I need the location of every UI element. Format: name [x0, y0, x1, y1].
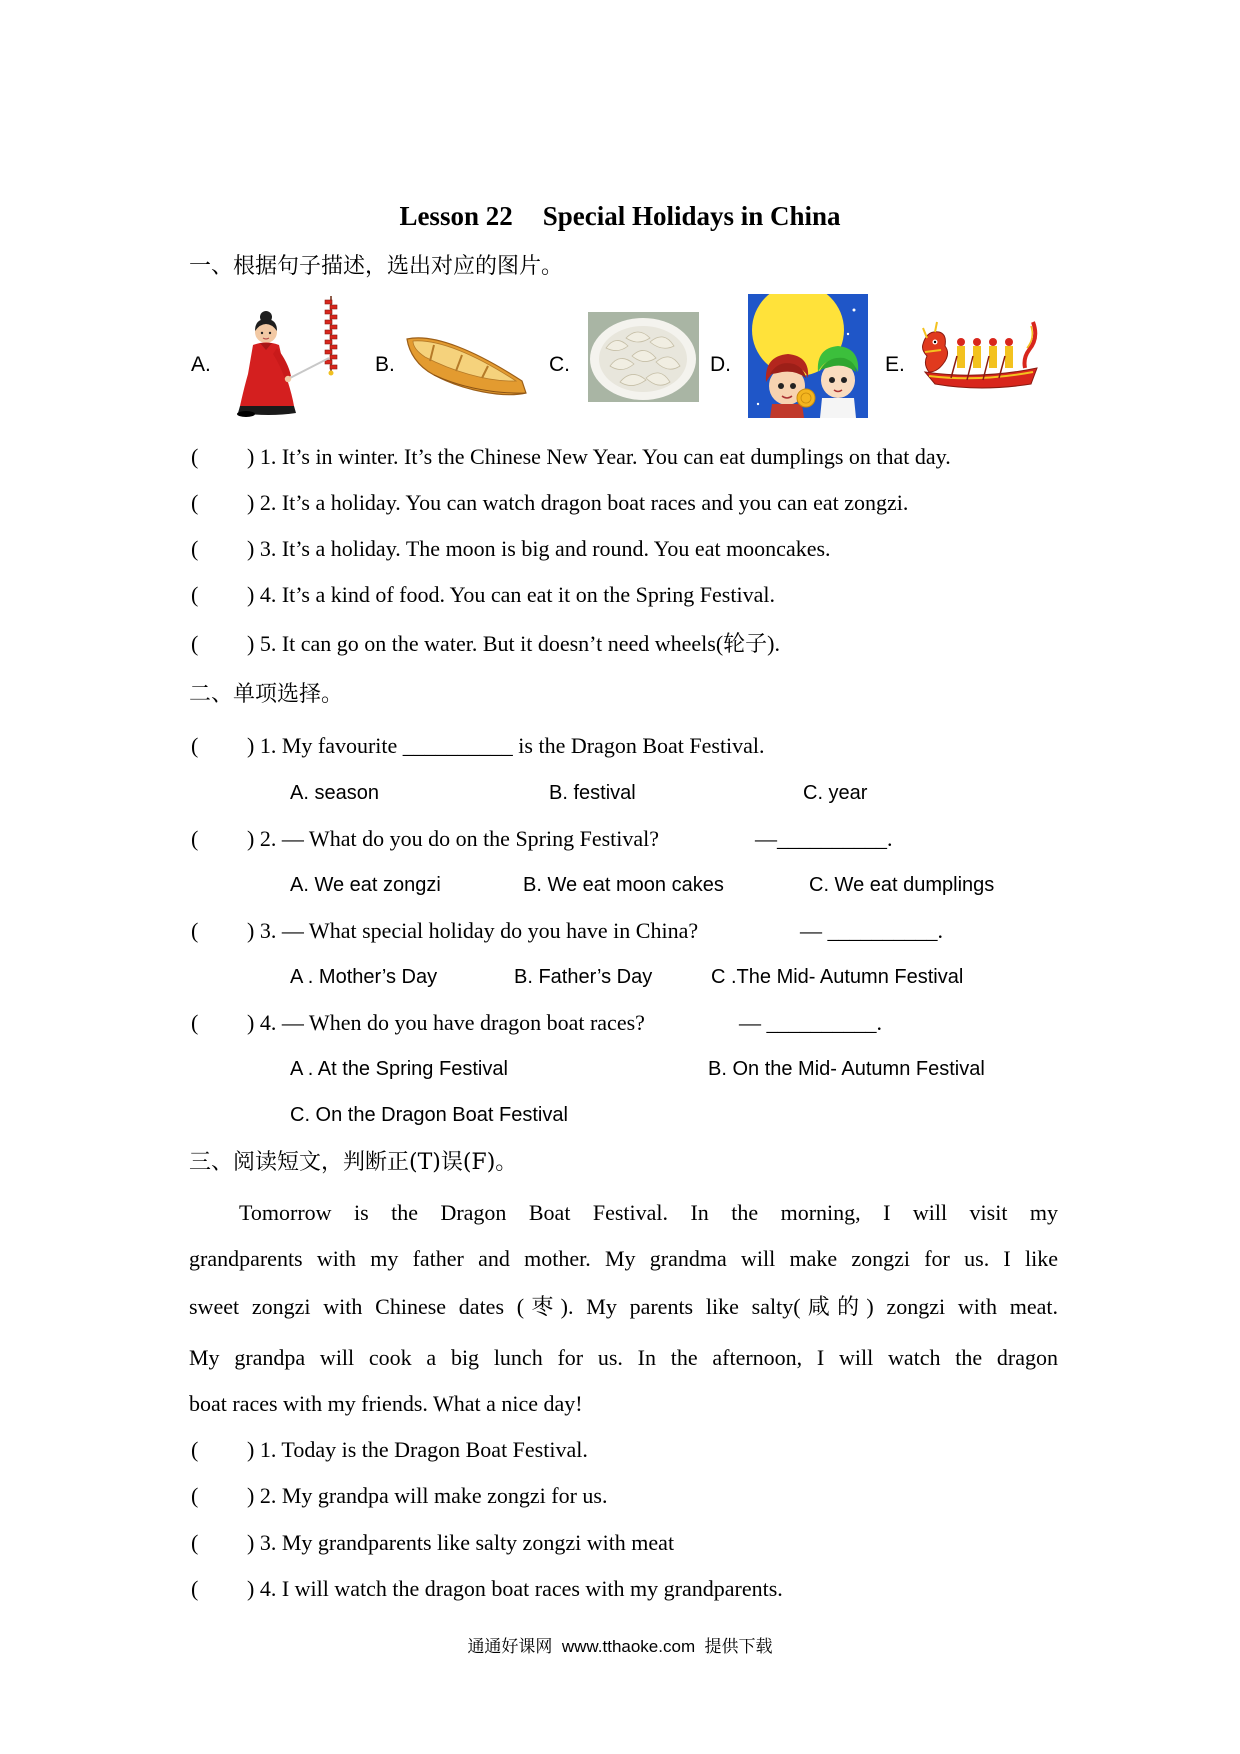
answer-bracket-close: ) [247, 826, 255, 851]
wooden-boat-image [404, 331, 528, 399]
answer-bracket-close: ) [247, 1483, 255, 1508]
choice-question-1 [191, 732, 765, 760]
lesson-title: Special Holidays in China [542, 201, 841, 231]
choice-option-b: B. On the Mid- Autumn Festival [708, 1058, 985, 1080]
choice-question-4 [191, 1009, 645, 1037]
picture-question-4 [191, 581, 775, 609]
picture-label-a: A. [191, 353, 211, 376]
answer-bracket-close: ) [247, 444, 255, 469]
choice-option-b: B. We eat moon cakes [523, 874, 724, 896]
choice-option-a: A . At the Spring Festival [290, 1058, 508, 1080]
true-false-question-3 [191, 1529, 674, 1557]
page-title [0, 199, 1240, 233]
answer-bracket-open: ( [191, 1010, 199, 1035]
choice-option-b: B. festival [549, 782, 636, 804]
answer-bracket-close: ) [247, 536, 255, 561]
section-1-heading: 一、根据句子描述，选出对应的图片。 [189, 254, 564, 279]
answer-bracket-close: ) [247, 490, 255, 515]
question-text: 1. Today is the Dragon Boat Festival. [259, 1437, 588, 1462]
answer-bracket-open: ( [191, 826, 199, 851]
question-text: 2. — What do you do on the Spring Festival? [259, 826, 660, 851]
picture-question-3 [191, 535, 831, 563]
answer-bracket-open: ( [191, 536, 199, 561]
answer-bracket-open: ( [191, 733, 199, 758]
question-text: 1. It’s in winter. It’s the Chinese New Year. You can eat dumplings on that day. [259, 444, 951, 469]
choice-option-c: C .The Mid- Autumn Festival [711, 966, 964, 988]
true-false-question-4 [191, 1575, 783, 1603]
dragon-boat-image [921, 320, 1039, 399]
lesson-number: Lesson 22 [399, 201, 513, 231]
passage-line: sweet zongzi with Chinese dates (枣). My parents like salty(咸的) zongzi with meat. [189, 1294, 1058, 1319]
question-text: 2. It’s a holiday. You can watch dragon boat races and you can eat zongzi. [259, 490, 909, 515]
picture-label-b: B. [375, 353, 395, 376]
passage-line: Tomorrow is the Dragon Boat Festival. In the morning, I will visit my [239, 1200, 1058, 1225]
picture-label-d: D. [710, 353, 731, 376]
answer-bracket-close: ) [247, 733, 255, 758]
question-text: 3. — What special holiday do you have in China? [259, 918, 699, 943]
answer-bracket-close: ) [247, 1437, 255, 1462]
question-text: 3. My grandparents like salty zongzi with meat [259, 1530, 675, 1555]
choice-option-c: C. We eat dumplings [809, 874, 995, 896]
answer-bracket-open: ( [191, 1437, 199, 1462]
answer-bracket-open: ( [191, 582, 199, 607]
choice-option-c: C. year [803, 782, 868, 804]
section-3-heading: 三、阅读短文，判断正(T)误(F)。 [189, 1150, 518, 1175]
choice-option-b: B. Father’s Day [514, 966, 653, 988]
choice-question-3 [191, 917, 698, 945]
choice-option-a: A. We eat zongzi [290, 874, 441, 896]
answer-bracket-open: ( [191, 1576, 199, 1601]
answer-bracket-open: ( [191, 444, 199, 469]
answer-bracket-open: ( [191, 918, 199, 943]
answer-bracket-close: ) [247, 582, 255, 607]
answer-bracket-close: ) [247, 1576, 255, 1601]
passage-line: boat races with my friends. What a nice day! [189, 1391, 583, 1416]
reply-blank: — __________. [800, 918, 943, 943]
section-2-heading: 二、单项选择。 [189, 682, 344, 707]
answer-bracket-close: ) [247, 1010, 255, 1035]
answer-bracket-open: ( [191, 1530, 199, 1555]
choice-question-2 [191, 825, 659, 853]
picture-question-5 [191, 630, 780, 658]
true-false-question-1 [191, 1436, 588, 1464]
passage-line: My grandpa will cook a big lunch for us. In the afternoon, I will watch the dragon [189, 1345, 1058, 1370]
true-false-question-2 [191, 1482, 607, 1510]
choice-option-a: A . Mother’s Day [290, 966, 438, 988]
question-text: 4. It’s a kind of food. You can eat it on the Spring Festival. [259, 582, 775, 607]
girl-with-firecrackers-image [230, 296, 344, 418]
footer-source-text: 通通好课网 www.tthaoke.com 提供下载 [467, 1637, 773, 1656]
answer-bracket-close: ) [247, 1530, 255, 1555]
reply-blank: —__________. [755, 826, 893, 851]
answer-bracket-open: ( [191, 490, 199, 515]
picture-question-2 [191, 489, 908, 517]
question-text: 3. It’s a holiday. The moon is big and round. You eat mooncakes. [259, 536, 831, 561]
answer-bracket-close: ) [247, 631, 255, 656]
reply-blank: — __________. [739, 1010, 882, 1035]
answer-bracket-close: ) [247, 918, 255, 943]
passage-line: grandparents with my father and mother. My grandma will make zongzi for us. I like [189, 1246, 1058, 1271]
choice-option-c: C. On the Dragon Boat Festival [290, 1104, 568, 1126]
question-text: 5. It can go on the water. But it doesn’t need wheels(轮子). [259, 631, 780, 656]
picture-question-1 [191, 443, 951, 471]
plate-of-dumplings-image [588, 312, 699, 402]
question-text: 4. I will watch the dragon boat races with my grandparents. [259, 1576, 783, 1601]
mid-autumn-moon-cartoon-image [748, 294, 868, 418]
question-text: 1. My favourite __________ is the Dragon Boat Festival. [259, 733, 765, 758]
picture-label-c: C. [549, 353, 570, 376]
question-text: 2. My grandpa will make zongzi for us. [259, 1483, 608, 1508]
answer-bracket-open: ( [191, 1483, 199, 1508]
question-text: 4. — When do you have dragon boat races? [259, 1010, 645, 1035]
picture-label-e: E. [885, 353, 905, 376]
choice-option-a: A. season [290, 782, 379, 804]
answer-bracket-open: ( [191, 631, 199, 656]
